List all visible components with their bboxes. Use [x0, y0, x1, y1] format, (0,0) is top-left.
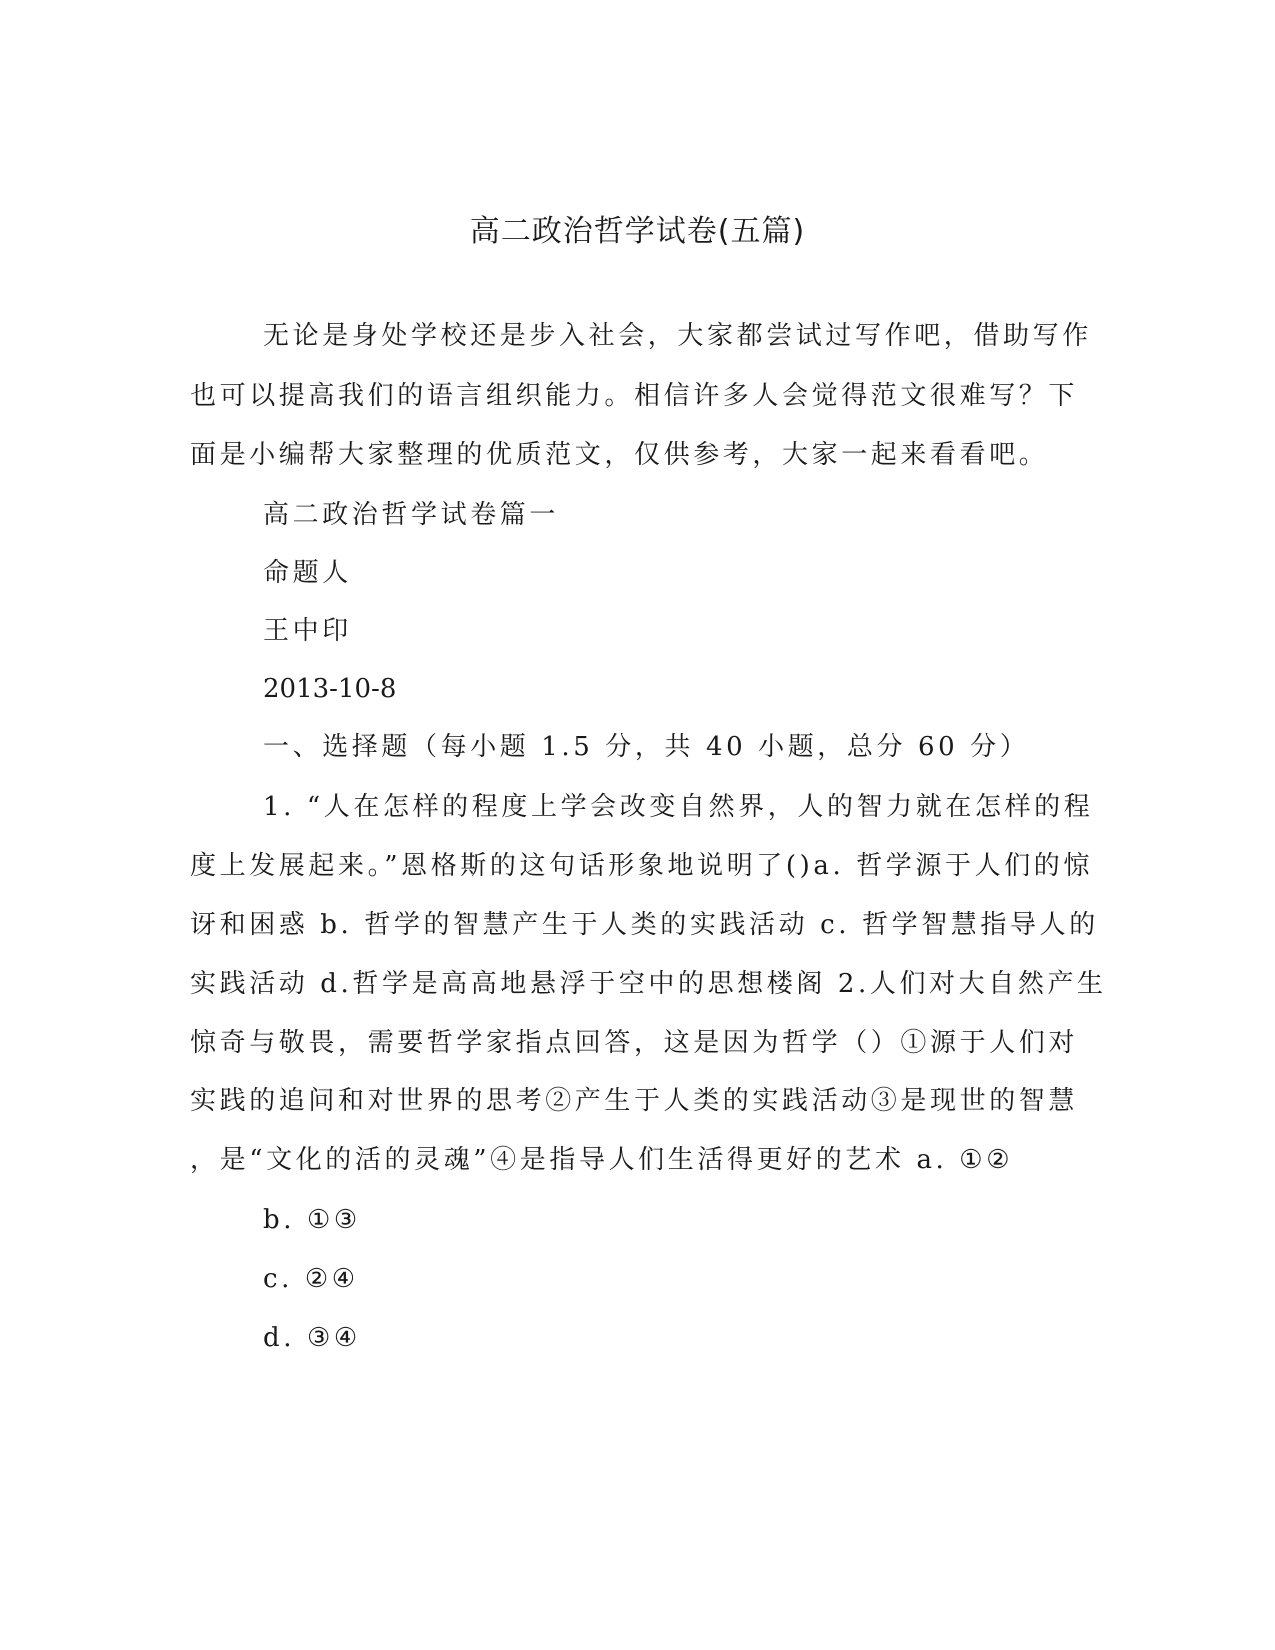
part-heading: 一、选择题（每小题 1.5 分，共 40 小题，总分 60 分）	[263, 732, 1030, 762]
author-name: 王中印	[263, 616, 352, 646]
question-line-1: 1. “人在怎样的程度上学会改变自然界，人的智力就在怎样的程	[263, 792, 1094, 822]
document-title: 高二政治哲学试卷(五篇)	[469, 214, 806, 249]
question-line-2: 度上发展起来。”恩格斯的这句话形象地说明了()a. 哲学源于人们的惊	[190, 851, 1094, 881]
section-heading: 高二政治哲学试卷篇一	[263, 500, 560, 530]
author-label: 命题人	[263, 558, 352, 588]
question-line-4: 实践活动 d.哲学是高高地悬浮于空中的思想楼阁 2.人们对大自然产生	[190, 969, 1107, 999]
question-line-6: 实践的追问和对世界的思考②产生于人类的实践活动③是现世的智慧	[190, 1086, 1079, 1116]
intro-line-1: 无论是身处学校还是步入社会，大家都尝试过写作吧，借助写作	[263, 321, 1092, 351]
intro-line-2: 也可以提高我们的语言组织能力。相信许多人会觉得范文很难写？下	[190, 381, 1079, 411]
option-b: b. ①③	[263, 1205, 361, 1235]
intro-line-3: 面是小编帮大家整理的优质范文，仅供参考，大家一起来看看吧。	[190, 440, 1049, 470]
option-c: c. ②④	[263, 1264, 359, 1294]
document-date: 2013-10-8	[263, 674, 397, 704]
question-line-3: 讶和困惑 b. 哲学的智慧产生于人类的实践活动 c. 哲学智慧指导人的	[190, 910, 1099, 940]
question-line-5: 惊奇与敬畏，需要哲学家指点回答，这是因为哲学（）①源于人们对	[190, 1028, 1079, 1058]
question-line-7: ，是“文化的活的灵魂”④是指导人们生活得更好的艺术 a. ①②	[190, 1145, 1014, 1175]
option-d: d. ③④	[263, 1323, 361, 1353]
